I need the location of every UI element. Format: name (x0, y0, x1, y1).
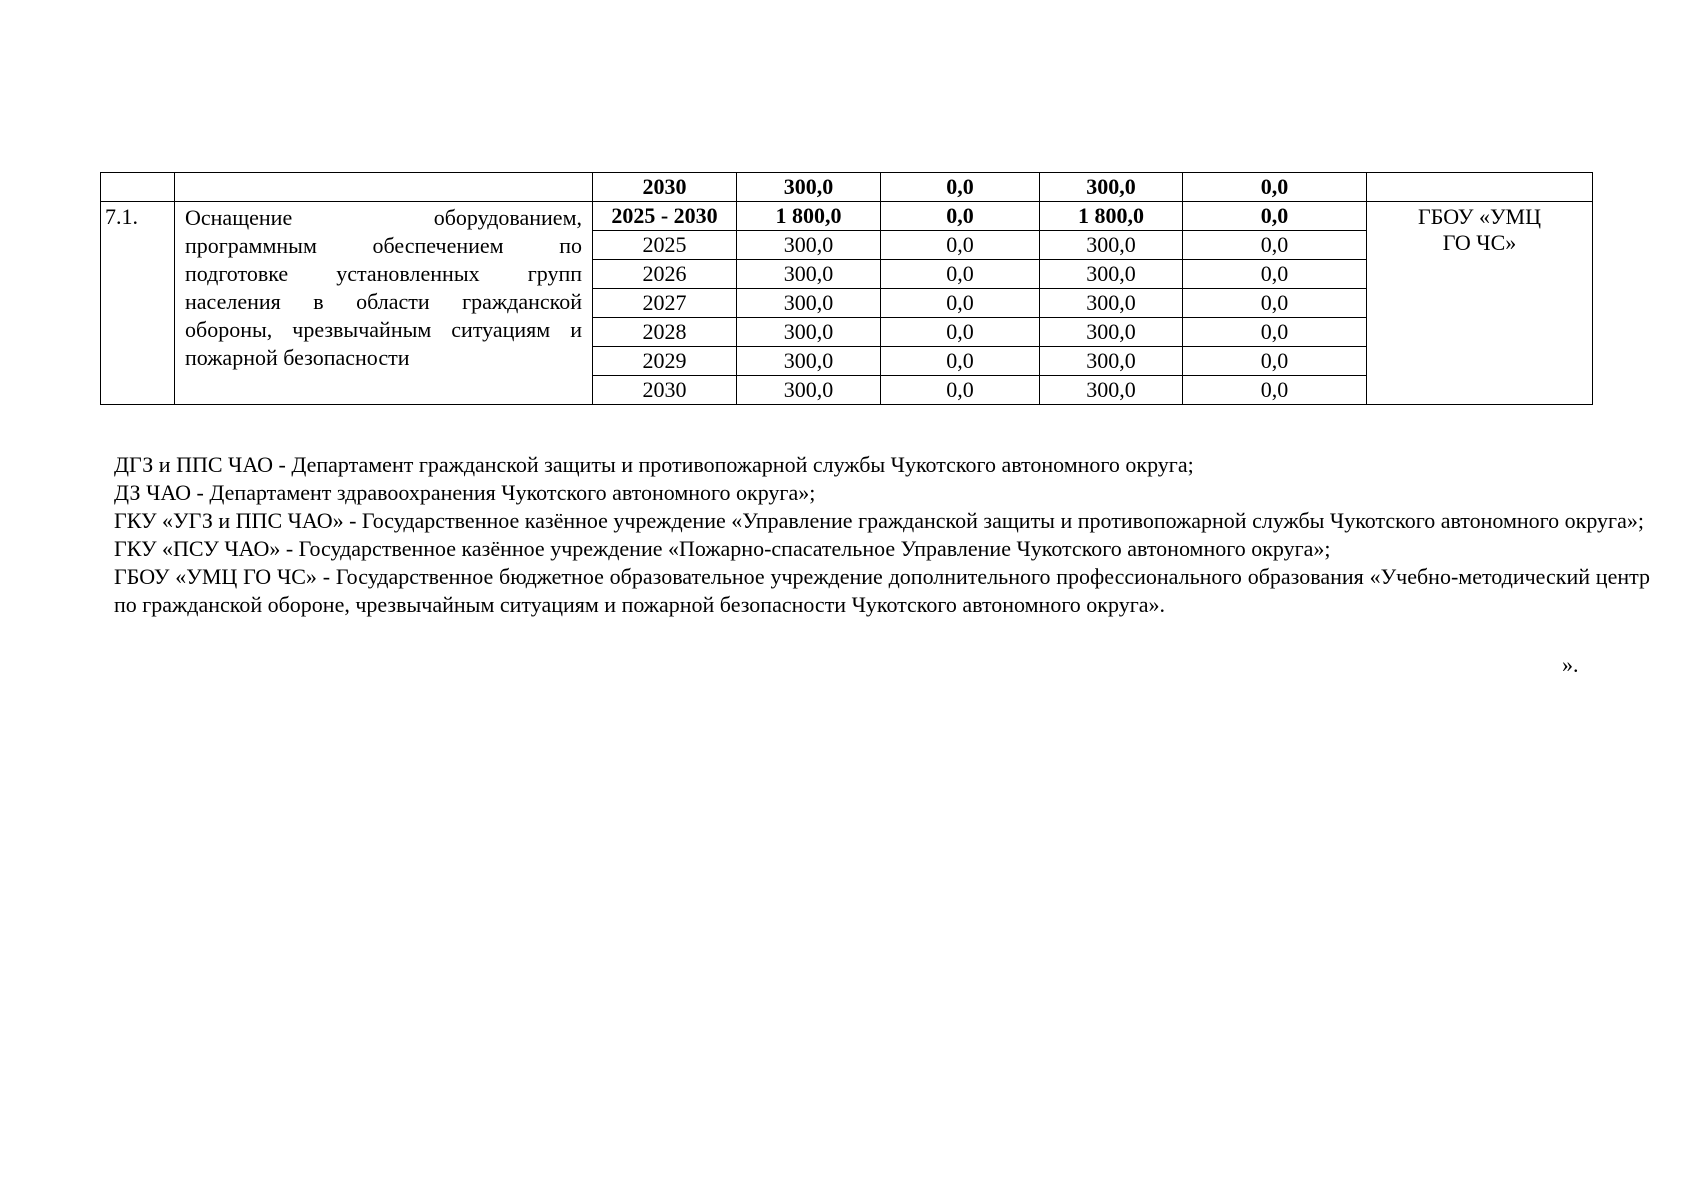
total-cell: 300,0 (737, 231, 881, 260)
regional-cell: 300,0 (1040, 318, 1183, 347)
federal-cell: 0,0 (881, 173, 1040, 202)
budget-table (100, 172, 1593, 405)
year-cell: 2030 (593, 173, 737, 202)
item-number-cell-empty (101, 173, 175, 202)
regional-cell: 300,0 (1040, 376, 1183, 405)
other-cell: 0,0 (1183, 347, 1367, 376)
total-cell: 300,0 (737, 173, 881, 202)
note-ugz: ГКУ «УГЗ и ППС ЧАО» - Государственное казённое учреждение «Управление гражданской защиты и противопожарной службы Чукотского автономного округа»; (114, 508, 1644, 533)
closing-quote: ». (1562, 652, 1579, 677)
federal-cell: 0,0 (881, 289, 1040, 318)
regional-cell: 300,0 (1040, 289, 1183, 318)
federal-cell: 0,0 (881, 202, 1040, 231)
year-cell: 2026 (593, 260, 737, 289)
other-cell: 0,0 (1183, 260, 1367, 289)
item-description: Оснащение оборудованием, программным обеспечением по подготовке установленных групп населения в области гражданской обороны, чрезвычайным ситуациям и пожарной безопасности (175, 202, 593, 405)
note-psu: ГКУ «ПСУ ЧАО» - Государственное казённое учреждение «Пожарно-спасательное Управление Чукотского автономного округа»; (114, 536, 1331, 561)
federal-cell: 0,0 (881, 347, 1040, 376)
regional-cell: 300,0 (1040, 173, 1183, 202)
federal-cell: 0,0 (881, 231, 1040, 260)
total-cell: 1 800,0 (737, 202, 881, 231)
executor-cell-empty (1367, 173, 1593, 202)
total-cell: 300,0 (737, 260, 881, 289)
table-row-top (101, 173, 1593, 202)
regional-cell: 300,0 (1040, 347, 1183, 376)
executor-text: ГБОУ «УМЦ ГО ЧС» (1418, 204, 1541, 255)
other-cell: 0,0 (1183, 202, 1367, 231)
other-cell: 0,0 (1183, 376, 1367, 405)
item-number: 7.1. (101, 202, 175, 405)
year-cell: 2030 (593, 376, 737, 405)
year-cell: 2027 (593, 289, 737, 318)
year-cell: 2028 (593, 318, 737, 347)
regional-cell: 300,0 (1040, 260, 1183, 289)
year-cell: 2029 (593, 347, 737, 376)
total-cell: 300,0 (737, 347, 881, 376)
note-umc: ГБОУ «УМЦ ГО ЧС» - Государственное бюджетное образовательное учреждение дополнительного профессионального образования «Учебно-методический центр по гражданской обороне, чрезвычайным ситуациям и пожарной безопасности Чукотского автономного округа». (114, 564, 1650, 617)
year-cell: 2025 - 2030 (593, 202, 737, 231)
federal-cell: 0,0 (881, 376, 1040, 405)
executor-name (1367, 202, 1593, 405)
total-cell: 300,0 (737, 289, 881, 318)
other-cell: 0,0 (1183, 231, 1367, 260)
other-cell: 0,0 (1183, 318, 1367, 347)
description-cell-empty (175, 173, 593, 202)
total-cell: 300,0 (737, 318, 881, 347)
federal-cell: 0,0 (881, 318, 1040, 347)
abbreviation-notes (114, 451, 1650, 619)
year-cell: 2025 (593, 231, 737, 260)
note-dgz: ДГЗ и ППС ЧАО - Департамент гражданской защиты и противопожарной службы Чукотского автономного округа; (114, 452, 1194, 477)
regional-cell: 300,0 (1040, 231, 1183, 260)
regional-cell: 1 800,0 (1040, 202, 1183, 231)
note-dz: ДЗ ЧАО - Департамент здравоохранения Чукотского автономного округа»; (114, 480, 816, 505)
other-cell: 0,0 (1183, 289, 1367, 318)
total-cell: 300,0 (737, 376, 881, 405)
table-row (101, 202, 1593, 231)
federal-cell: 0,0 (881, 260, 1040, 289)
other-cell: 0,0 (1183, 173, 1367, 202)
